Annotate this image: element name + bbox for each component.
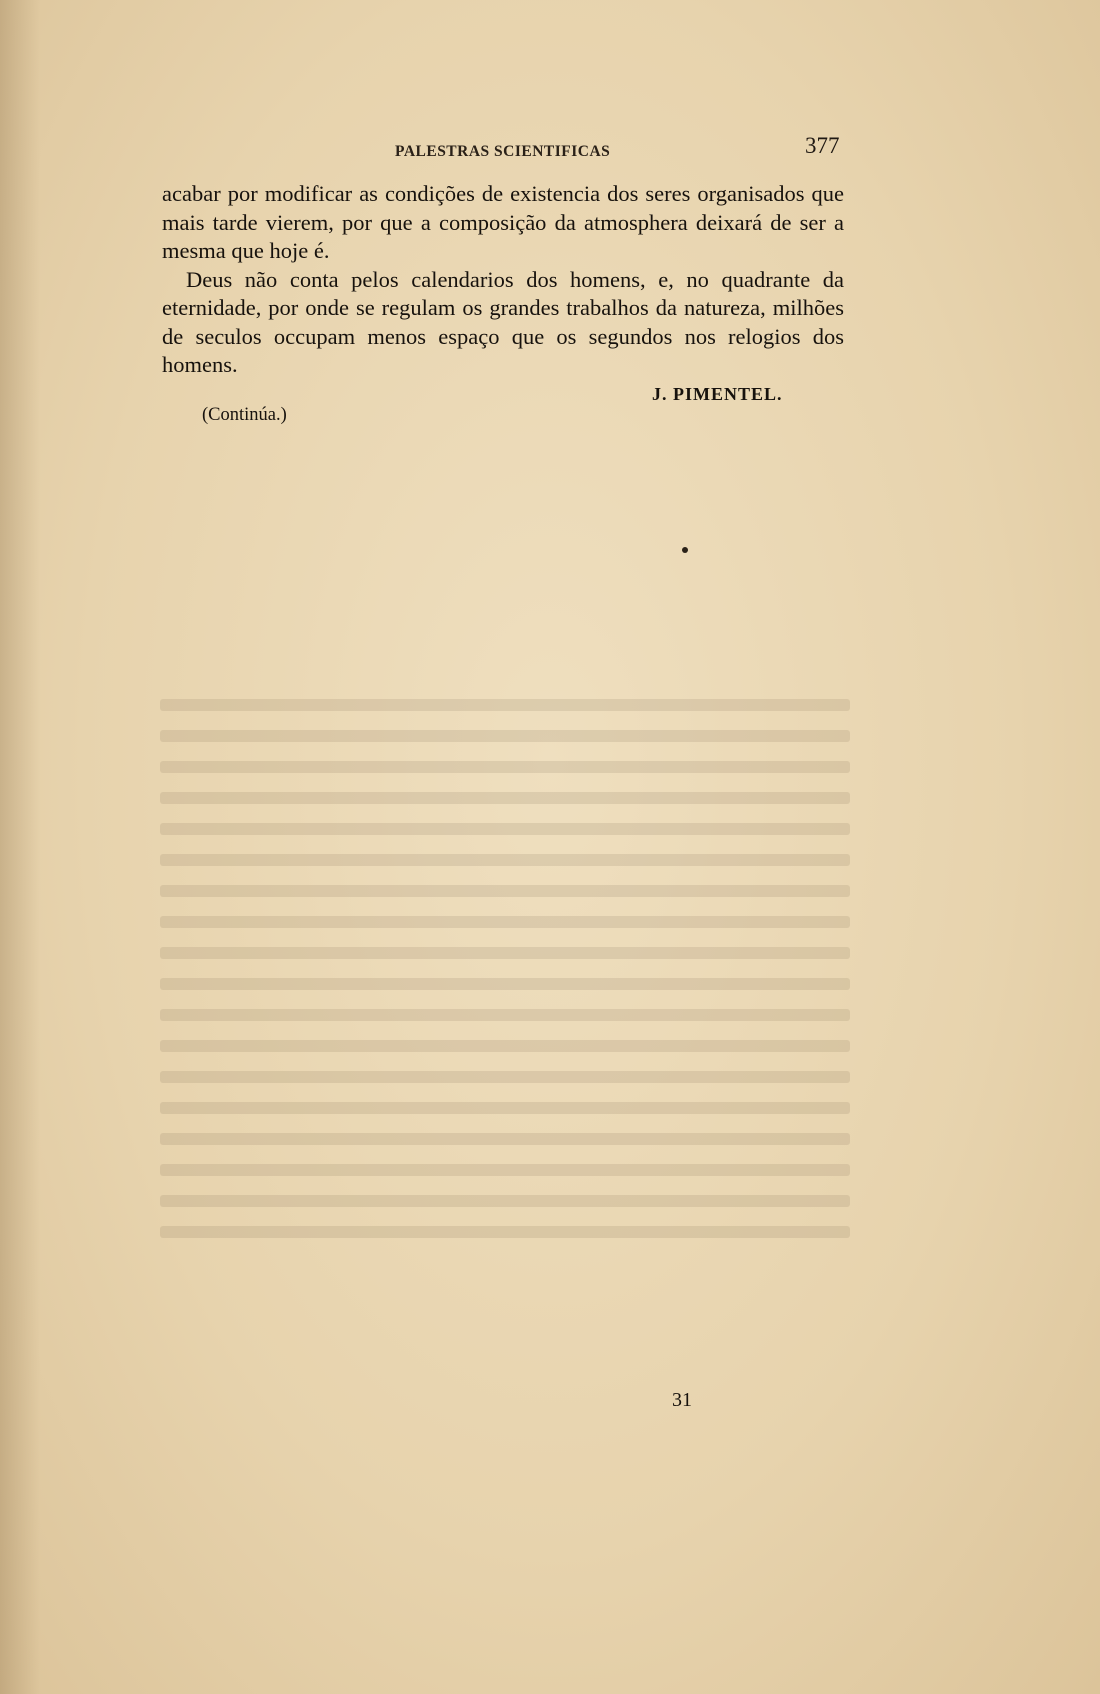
page-number: 377 — [805, 133, 840, 158]
page-edge-shadow — [0, 0, 40, 1694]
reverse-side-bleed-through — [160, 420, 850, 1400]
signature-mark: 31 — [672, 1389, 692, 1411]
paragraph-1: acabar por modificar as condições de existencia dos seres organisados que mais tarde vierem, por que a composição da atmosphera deixará de ser a mesma que hoje é. — [162, 181, 844, 263]
body-text — [162, 180, 844, 380]
running-head: PALESTRAS SCIENTIFICAS — [395, 143, 611, 160]
paragraph-2: Deus não conta pelos calendarios dos homens, e, no quadrante da eternidade, por onde se regulam os grandes trabalhos da natureza, milhões de seculos occupam menos espaço que os segundos nos relogios dos homens. — [162, 266, 844, 377]
author-signature: J. PIMENTEL. — [652, 384, 783, 404]
continuation-note: (Continúa.) — [202, 405, 287, 425]
ink-speck — [682, 547, 688, 553]
